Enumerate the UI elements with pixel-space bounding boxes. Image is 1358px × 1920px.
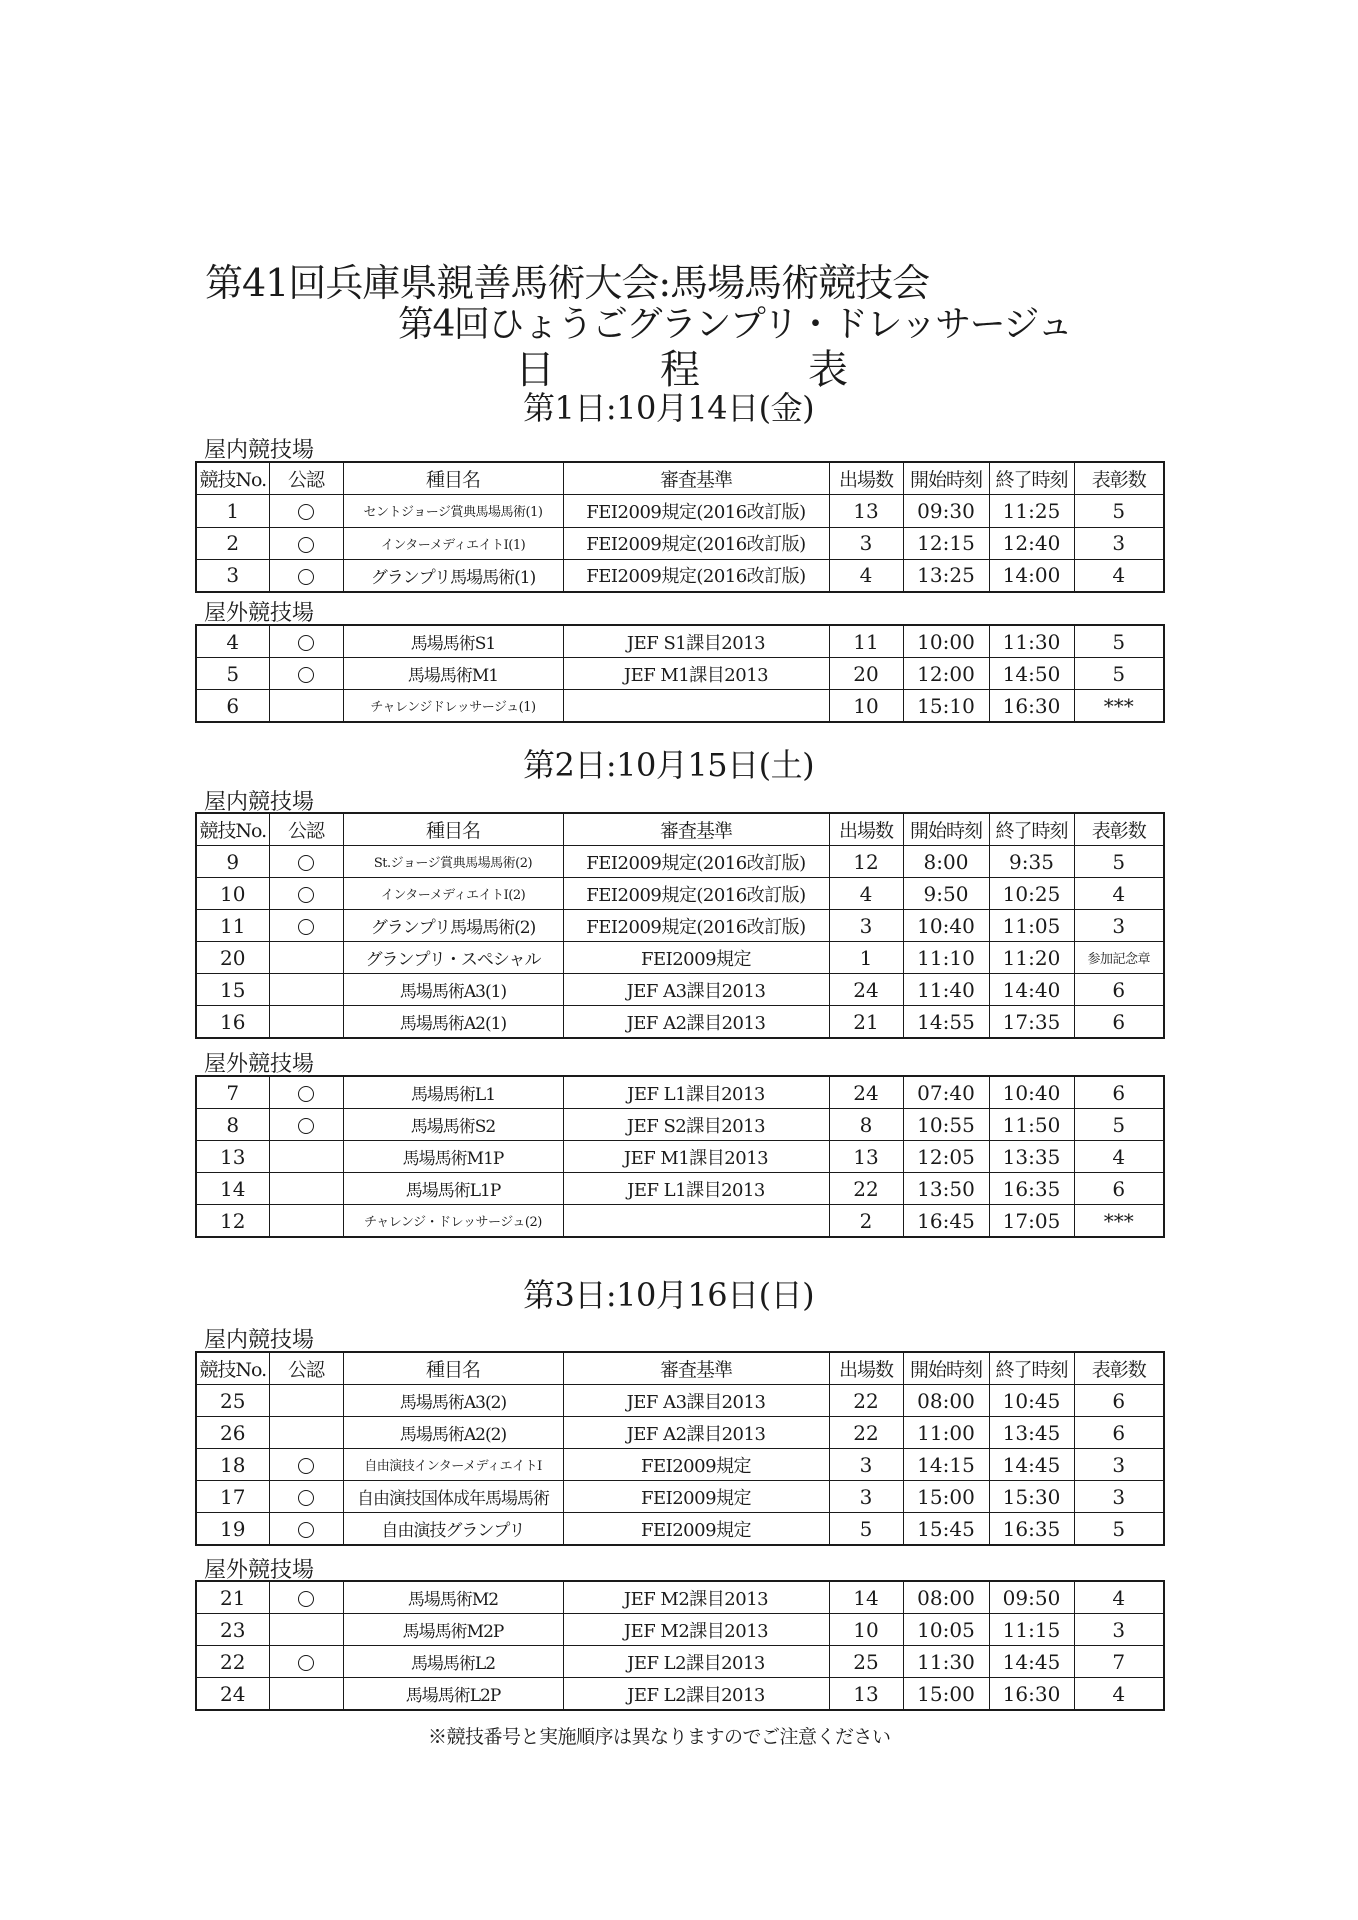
start-time: 9:50 [903,878,989,910]
event-name: 馬場馬術M2P [343,1614,563,1646]
end-time: 16:30 [989,690,1074,723]
approved-cell [269,1109,343,1141]
judging-standard: JEF L1課目2013 [563,1076,829,1109]
approved-cell [269,942,343,974]
judging-standard: JEF L1課目2013 [563,1173,829,1205]
end-time: 10:40 [989,1076,1074,1109]
entries-count: 4 [829,559,903,592]
event-number: 18 [196,1449,269,1481]
approved-circle-icon [298,887,314,903]
start-time: 11:10 [903,942,989,974]
start-time: 12:00 [903,658,989,690]
table-row [196,1513,1164,1546]
table-row [196,1076,1164,1109]
end-time: 17:35 [989,1006,1074,1039]
entries-count: 24 [829,974,903,1006]
event-number: 1 [196,495,269,527]
event-name: チャレンジドレッサージュ(1) [343,690,563,723]
approved-cell [269,1006,343,1039]
table-row [196,1109,1164,1141]
start-time: 11:30 [903,1646,989,1678]
header-entries: 出場数 [829,462,903,495]
end-time: 16:35 [989,1173,1074,1205]
judging-standard: JEF M2課目2013 [563,1581,829,1614]
event-number: 24 [196,1678,269,1711]
start-time: 08:00 [903,1385,989,1417]
schedule-table [195,624,1165,723]
table-row [196,1205,1164,1238]
approved-circle-icon [298,1118,314,1134]
approved-circle-icon [298,667,314,683]
event-name: セントジョージ賞典馬場馬術(1) [343,495,563,527]
end-time: 11:05 [989,910,1074,942]
start-time: 8:00 [903,846,989,878]
event-name: グランプリ馬場馬術(1) [343,559,563,592]
judging-standard: FEI2009規定 [563,1481,829,1513]
approved-circle-icon [298,1655,314,1671]
event-number: 20 [196,942,269,974]
entries-count: 22 [829,1417,903,1449]
awards-count: 6 [1074,1173,1164,1205]
event-number: 9 [196,846,269,878]
judging-standard: FEI2009規定(2016改訂版) [563,559,829,592]
approved-cell [269,974,343,1006]
approved-cell [269,690,343,723]
venue-label: 屋内競技場 [204,438,315,463]
table-row [196,1006,1164,1039]
start-time: 10:40 [903,910,989,942]
end-time: 11:25 [989,495,1074,527]
approved-cell [269,910,343,942]
table-row [196,1646,1164,1678]
entries-count: 13 [829,495,903,527]
event-name: 馬場馬術A2(1) [343,1006,563,1039]
event-number: 8 [196,1109,269,1141]
table-row [196,1581,1164,1614]
header-approved: 公認 [269,1352,343,1385]
end-time: 9:35 [989,846,1074,878]
event-number: 26 [196,1417,269,1449]
judging-standard: JEF M1課目2013 [563,1141,829,1173]
start-time: 12:15 [903,527,989,559]
table-header-row [196,462,1164,495]
entries-count: 22 [829,1385,903,1417]
judging-standard: JEF M1課目2013 [563,658,829,690]
approved-circle-icon [298,1522,314,1538]
end-time: 09:50 [989,1581,1074,1614]
header-event: 種目名 [343,1352,563,1385]
approved-circle-icon [298,537,314,553]
approved-cell [269,1173,343,1205]
page-title: 第41回兵庫県親善馬術大会:馬場馬術競技会 [205,261,930,305]
entries-count: 3 [829,527,903,559]
header-standard: 審査基準 [563,1352,829,1385]
end-time: 17:05 [989,1205,1074,1238]
end-time: 14:45 [989,1646,1074,1678]
table-row [196,559,1164,592]
start-time: 13:50 [903,1173,989,1205]
schedule-title-char: 程 [660,347,700,393]
header-approved: 公認 [269,813,343,846]
awards-count: 6 [1074,1006,1164,1039]
start-time: 12:05 [903,1141,989,1173]
awards-count: *** [1074,690,1164,723]
header-awards: 表彰数 [1074,462,1164,495]
approved-cell [269,1581,343,1614]
approved-cell [269,846,343,878]
awards-count: 3 [1074,527,1164,559]
table-row [196,1678,1164,1711]
event-name: インターメディエイトⅠ(1) [343,527,563,559]
approved-cell [269,1141,343,1173]
approved-circle-icon [298,504,314,520]
entries-count: 11 [829,625,903,658]
judging-standard: JEF S1課目2013 [563,625,829,658]
header-end: 終了時刻 [989,462,1074,495]
approved-circle-icon [298,1591,314,1607]
start-time: 15:45 [903,1513,989,1546]
awards-count: 5 [1074,495,1164,527]
awards-count: 4 [1074,559,1164,592]
header-end: 終了時刻 [989,1352,1074,1385]
judging-standard: JEF L2課目2013 [563,1646,829,1678]
table-row [196,658,1164,690]
awards-count: 参加記念章 [1074,942,1164,974]
judging-standard: FEI2009規定(2016改訂版) [563,910,829,942]
approved-cell [269,1614,343,1646]
table-row [196,1141,1164,1173]
entries-count: 22 [829,1173,903,1205]
approved-cell [269,1646,343,1678]
header-entries: 出場数 [829,813,903,846]
schedule-table [195,1580,1165,1711]
entries-count: 1 [829,942,903,974]
awards-count: 3 [1074,910,1164,942]
end-time: 16:30 [989,1678,1074,1711]
approved-circle-icon [298,1490,314,1506]
schedule-table [195,461,1165,593]
table-header-row [196,1352,1164,1385]
event-name: 馬場馬術A2(2) [343,1417,563,1449]
venue-label: 屋内競技場 [204,1328,315,1353]
schedule-table [195,1351,1165,1546]
end-time: 15:30 [989,1481,1074,1513]
page-subtitle: 第4回ひょうごグランプリ・ドレッサージュ [398,304,1072,345]
venue-label: 屋外競技場 [204,1052,315,1077]
approved-cell [269,1481,343,1513]
end-time: 10:45 [989,1385,1074,1417]
table-row [196,527,1164,559]
approved-cell [269,559,343,592]
event-number: 22 [196,1646,269,1678]
end-time: 12:40 [989,527,1074,559]
header-event: 種目名 [343,813,563,846]
header-start: 開始時刻 [903,462,989,495]
judging-standard: FEI2009規定 [563,1449,829,1481]
header-awards: 表彰数 [1074,813,1164,846]
header-approved: 公認 [269,462,343,495]
table-row [196,846,1164,878]
day-3-heading: 第3日:10月16日(日) [523,1276,815,1314]
table-row [196,942,1164,974]
approved-cell [269,1076,343,1109]
schedule-table [195,812,1165,1039]
end-time: 14:45 [989,1449,1074,1481]
footer-note: ※競技番号と実施順序は異なりますのでご注意ください [428,1726,891,1748]
event-name: 馬場馬術A3(1) [343,974,563,1006]
event-name: 馬場馬術M1P [343,1141,563,1173]
approved-cell [269,495,343,527]
header-end: 終了時刻 [989,813,1074,846]
entries-count: 21 [829,1006,903,1039]
awards-count: 6 [1074,1385,1164,1417]
judging-standard: JEF A2課目2013 [563,1006,829,1039]
start-time: 07:40 [903,1076,989,1109]
entries-count: 25 [829,1646,903,1678]
event-name: インターメディエイトⅠ(2) [343,878,563,910]
end-time: 13:35 [989,1141,1074,1173]
judging-standard: JEF L2課目2013 [563,1678,829,1711]
judging-standard: FEI2009規定(2016改訂版) [563,495,829,527]
judging-standard: FEI2009規定 [563,942,829,974]
event-name: 馬場馬術M2 [343,1581,563,1614]
awards-count: 4 [1074,1141,1164,1173]
approved-cell [269,878,343,910]
awards-count: 3 [1074,1614,1164,1646]
awards-count: 4 [1074,1678,1164,1711]
event-number: 25 [196,1385,269,1417]
start-time: 15:10 [903,690,989,723]
judging-standard: JEF A2課目2013 [563,1417,829,1449]
start-time: 09:30 [903,495,989,527]
entries-count: 3 [829,1449,903,1481]
approved-circle-icon [298,569,314,585]
event-number: 7 [196,1076,269,1109]
schedule-title-char: 日 [515,347,555,393]
event-number: 2 [196,527,269,559]
judging-standard: JEF S2課目2013 [563,1109,829,1141]
approved-circle-icon [298,919,314,935]
start-time: 11:00 [903,1417,989,1449]
approved-circle-icon [298,855,314,871]
table-row [196,974,1164,1006]
header-no: 競技No. [196,462,269,495]
judging-standard: FEI2009規定(2016改訂版) [563,527,829,559]
judging-standard: JEF A3課目2013 [563,974,829,1006]
event-number: 12 [196,1205,269,1238]
approved-cell [269,658,343,690]
judging-standard: JEF M2課目2013 [563,1614,829,1646]
venue-label: 屋外競技場 [204,601,315,626]
event-name: St.ジョージ賞典馬場馬術(2) [343,846,563,878]
start-time: 16:45 [903,1205,989,1238]
entries-count: 3 [829,1481,903,1513]
approved-cell [269,1385,343,1417]
end-time: 13:45 [989,1417,1074,1449]
entries-count: 13 [829,1678,903,1711]
event-number: 14 [196,1173,269,1205]
table-row [196,1173,1164,1205]
end-time: 11:30 [989,625,1074,658]
approved-cell [269,527,343,559]
start-time: 15:00 [903,1678,989,1711]
judging-standard: FEI2009規定 [563,1513,829,1546]
event-name: 自由演技国体成年馬場馬術 [343,1481,563,1513]
event-number: 21 [196,1581,269,1614]
table-row [196,1449,1164,1481]
end-time: 10:25 [989,878,1074,910]
header-awards: 表彰数 [1074,1352,1164,1385]
event-name: 自由演技インターメディエイトⅠ [343,1449,563,1481]
start-time: 08:00 [903,1581,989,1614]
end-time: 14:00 [989,559,1074,592]
judging-standard: FEI2009規定(2016改訂版) [563,846,829,878]
header-start: 開始時刻 [903,1352,989,1385]
end-time: 11:15 [989,1614,1074,1646]
venue-label: 屋外競技場 [204,1558,315,1583]
approved-circle-icon [298,1458,314,1474]
awards-count: 6 [1074,1076,1164,1109]
entries-count: 20 [829,658,903,690]
event-name: グランプリ・スペシャル [343,942,563,974]
table-row [196,1417,1164,1449]
event-name: 馬場馬術L2P [343,1678,563,1711]
entries-count: 5 [829,1513,903,1546]
event-number: 11 [196,910,269,942]
table-row [196,910,1164,942]
table-row [196,690,1164,723]
event-name: チャレンジ・ドレッサージュ(2) [343,1205,563,1238]
table-header-row [196,813,1164,846]
table-row [196,1385,1164,1417]
event-number: 5 [196,658,269,690]
header-standard: 審査基準 [563,462,829,495]
header-entries: 出場数 [829,1352,903,1385]
entries-count: 10 [829,690,903,723]
table-row [196,1614,1164,1646]
start-time: 15:00 [903,1481,989,1513]
end-time: 16:35 [989,1513,1074,1546]
entries-count: 14 [829,1581,903,1614]
event-number: 19 [196,1513,269,1546]
approved-cell [269,1417,343,1449]
event-number: 3 [196,559,269,592]
start-time: 13:25 [903,559,989,592]
event-name: 馬場馬術L2 [343,1646,563,1678]
judging-standard [563,690,829,723]
venue-label: 屋内競技場 [204,790,315,815]
end-time: 14:50 [989,658,1074,690]
event-name: 馬場馬術S2 [343,1109,563,1141]
schedule-title-char: 表 [808,347,848,393]
start-time: 14:15 [903,1449,989,1481]
approved-circle-icon [298,635,314,651]
day-1-heading: 第1日:10月14日(金) [523,389,815,427]
entries-count: 10 [829,1614,903,1646]
approved-circle-icon [298,1086,314,1102]
entries-count: 12 [829,846,903,878]
awards-count: 4 [1074,1581,1164,1614]
event-name: 馬場馬術A3(2) [343,1385,563,1417]
awards-count: 3 [1074,1449,1164,1481]
event-name: 馬場馬術L1 [343,1076,563,1109]
awards-count: 5 [1074,1513,1164,1546]
table-row [196,878,1164,910]
event-name: グランプリ馬場馬術(2) [343,910,563,942]
approved-cell [269,1678,343,1711]
event-number: 23 [196,1614,269,1646]
event-number: 4 [196,625,269,658]
awards-count: 5 [1074,625,1164,658]
table-row [196,1481,1164,1513]
start-time: 11:40 [903,974,989,1006]
entries-count: 24 [829,1076,903,1109]
table-row [196,625,1164,658]
day-2-heading: 第2日:10月15日(土) [523,746,815,784]
entries-count: 2 [829,1205,903,1238]
approved-cell [269,1205,343,1238]
awards-count: 4 [1074,878,1164,910]
header-event: 種目名 [343,462,563,495]
end-time: 11:50 [989,1109,1074,1141]
approved-cell [269,1449,343,1481]
header-no: 競技No. [196,813,269,846]
approved-cell [269,1513,343,1546]
event-number: 15 [196,974,269,1006]
awards-count: 5 [1074,1109,1164,1141]
event-number: 13 [196,1141,269,1173]
event-number: 10 [196,878,269,910]
event-name: 自由演技グランプリ [343,1513,563,1546]
entries-count: 13 [829,1141,903,1173]
entries-count: 4 [829,878,903,910]
entries-count: 8 [829,1109,903,1141]
entries-count: 3 [829,910,903,942]
header-no: 競技No. [196,1352,269,1385]
approved-cell [269,625,343,658]
awards-count: 6 [1074,1417,1164,1449]
awards-count: *** [1074,1205,1164,1238]
start-time: 10:55 [903,1109,989,1141]
table-row [196,495,1164,527]
event-number: 6 [196,690,269,723]
start-time: 10:05 [903,1614,989,1646]
end-time: 14:40 [989,974,1074,1006]
end-time: 11:20 [989,942,1074,974]
start-time: 10:00 [903,625,989,658]
event-number: 16 [196,1006,269,1039]
event-name: 馬場馬術S1 [343,625,563,658]
header-standard: 審査基準 [563,813,829,846]
awards-count: 6 [1074,974,1164,1006]
start-time: 14:55 [903,1006,989,1039]
judging-standard: JEF A3課目2013 [563,1385,829,1417]
judging-standard: FEI2009規定(2016改訂版) [563,878,829,910]
event-number: 17 [196,1481,269,1513]
awards-count: 3 [1074,1481,1164,1513]
event-name: 馬場馬術L1P [343,1173,563,1205]
event-name: 馬場馬術M1 [343,658,563,690]
awards-count: 7 [1074,1646,1164,1678]
judging-standard [563,1205,829,1238]
awards-count: 5 [1074,846,1164,878]
schedule-table [195,1075,1165,1238]
header-start: 開始時刻 [903,813,989,846]
awards-count: 5 [1074,658,1164,690]
